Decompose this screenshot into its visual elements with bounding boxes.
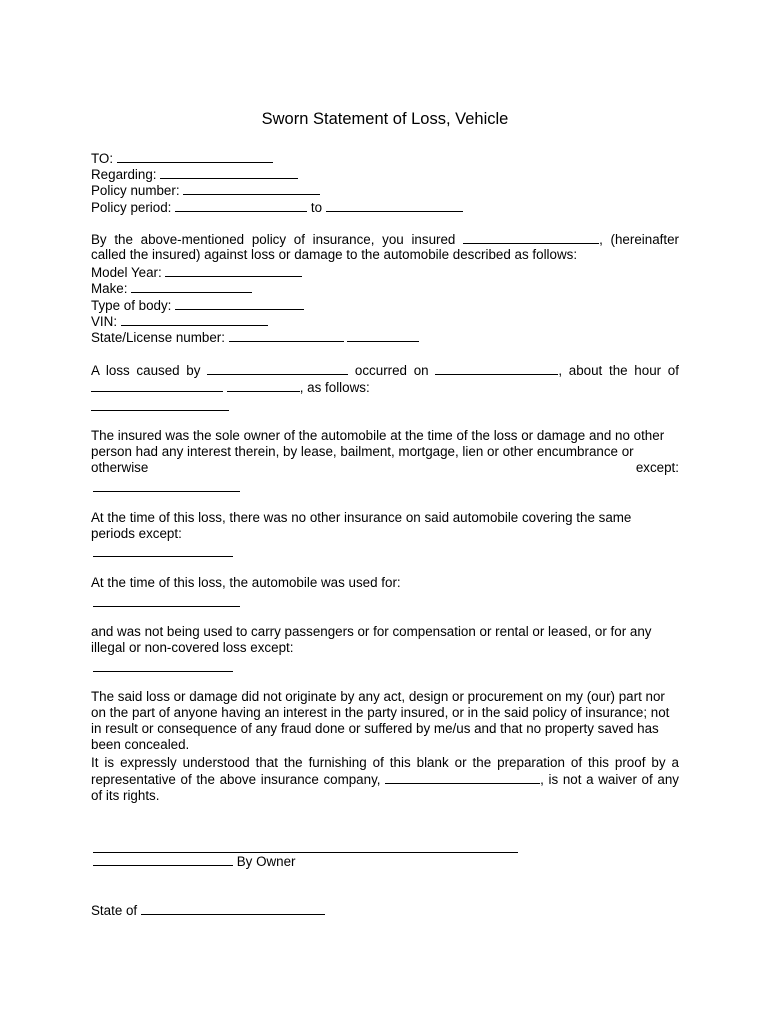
model-year-blank[interactable] xyxy=(165,264,302,277)
vin-row xyxy=(91,313,679,330)
loss-date-blank[interactable] xyxy=(435,362,558,375)
intro-hereinafter-text: , (hereinafter xyxy=(599,232,679,247)
to-blank[interactable] xyxy=(117,150,273,163)
declaration-paragraph: The said loss or damage did not originate by any act, design or procurement on my (our) part nor on the part of anyone having an interest in the party insured, or in the said policy of insurance; not in result or consequence of any fraud done or suffered by me/us and that no property saved has been concealed. xyxy=(91,689,670,752)
state-license-label: State/License number: xyxy=(91,330,225,345)
not-used-exception-blank[interactable] xyxy=(93,671,233,672)
ownership-paragraph: The insured was the sole owner of the automobile at the time of the loss or damage and no other person had any interest therein, by lease, bailment, mortgage, lien or other encumbrance or otherwise except: xyxy=(91,428,679,475)
loss-occurred-on-label: occurred on xyxy=(354,363,429,378)
other-insurance-paragraph: At the time of this loss, there was no other insurance on said automobile covering the same periods except: xyxy=(91,510,632,541)
loss-line-1 xyxy=(91,362,679,379)
state-license-row xyxy=(91,329,679,346)
loss-caused-by-label: A loss caused by xyxy=(91,363,201,378)
make-blank[interactable] xyxy=(131,280,252,293)
regarding-field-row xyxy=(91,166,679,183)
type-of-body-row xyxy=(91,297,679,314)
waiver-representative-text: representative of the above insurance company, xyxy=(91,772,381,787)
model-year-label: Model Year: xyxy=(91,265,162,280)
loss-hour-label: , about the hour of xyxy=(558,363,679,378)
not-used-paragraph: and was not being used to carry passengers or for compensation or rental or leased, or for any illegal or non-covered loss except: xyxy=(91,624,652,655)
license-number-blank[interactable] xyxy=(347,329,419,342)
policy-period-end-blank[interactable] xyxy=(326,199,463,212)
intro-line-1 xyxy=(91,231,679,248)
vin-blank[interactable] xyxy=(121,313,268,326)
state-of-label: State of xyxy=(91,903,138,918)
owner-name-blank[interactable] xyxy=(93,853,233,866)
intro-text: By the above-mentioned policy of insurance, you insured xyxy=(91,232,456,247)
by-owner-row xyxy=(91,853,679,870)
insured-name-blank[interactable] xyxy=(463,231,599,244)
to-field-row xyxy=(91,150,679,167)
policy-period-to-label: to xyxy=(310,200,323,215)
policy-number-label: Policy number: xyxy=(91,183,180,198)
type-of-body-label: Type of body: xyxy=(91,298,172,313)
state-of-blank[interactable] xyxy=(141,902,325,915)
ownership-exception-blank[interactable] xyxy=(93,491,240,492)
state-of-row xyxy=(91,902,679,919)
by-owner-label: By Owner xyxy=(236,854,296,869)
policy-number-blank[interactable] xyxy=(183,182,320,195)
loss-as-follows-label: , as follows: xyxy=(299,380,370,395)
waiver-line-2 xyxy=(91,771,679,788)
make-row xyxy=(91,280,679,297)
policy-period-row xyxy=(91,199,679,216)
regarding-blank[interactable] xyxy=(160,166,298,179)
policy-period-label: Policy period: xyxy=(91,200,172,215)
other-insurance-blank[interactable] xyxy=(93,556,233,557)
policy-number-row xyxy=(91,182,679,199)
waiver-line-1: It is expressly understood that the furnishing of this blank or the preparation of this proof by a xyxy=(91,755,679,770)
document-title: Sworn Statement of Loss, Vehicle xyxy=(261,110,509,128)
make-label: Make: xyxy=(91,281,128,296)
loss-cause-blank[interactable] xyxy=(207,362,348,375)
intro-line-2: called the insured) against loss or damage to the automobile described as follows: xyxy=(91,247,578,262)
waiver-not-waiver-text: , is not a waiver of any xyxy=(540,772,679,787)
type-of-body-blank[interactable] xyxy=(175,297,304,310)
used-for-text: At the time of this loss, the automobile was used for: xyxy=(91,575,401,590)
state-blank[interactable] xyxy=(229,329,344,342)
to-label: TO: xyxy=(91,151,114,166)
loss-hour-ampm-blank[interactable] xyxy=(227,379,300,392)
regarding-label: Regarding: xyxy=(91,167,157,182)
policy-period-start-blank[interactable] xyxy=(175,199,307,212)
vin-label: VIN: xyxy=(91,314,118,329)
used-for-blank[interactable] xyxy=(93,606,240,607)
waiver-line-3: of its rights. xyxy=(91,788,160,803)
loss-line-2 xyxy=(91,379,679,396)
loss-hour-blank[interactable] xyxy=(91,379,223,392)
model-year-row xyxy=(91,264,679,281)
loss-description-blank[interactable] xyxy=(91,410,229,411)
insurance-company-blank[interactable] xyxy=(385,771,540,784)
